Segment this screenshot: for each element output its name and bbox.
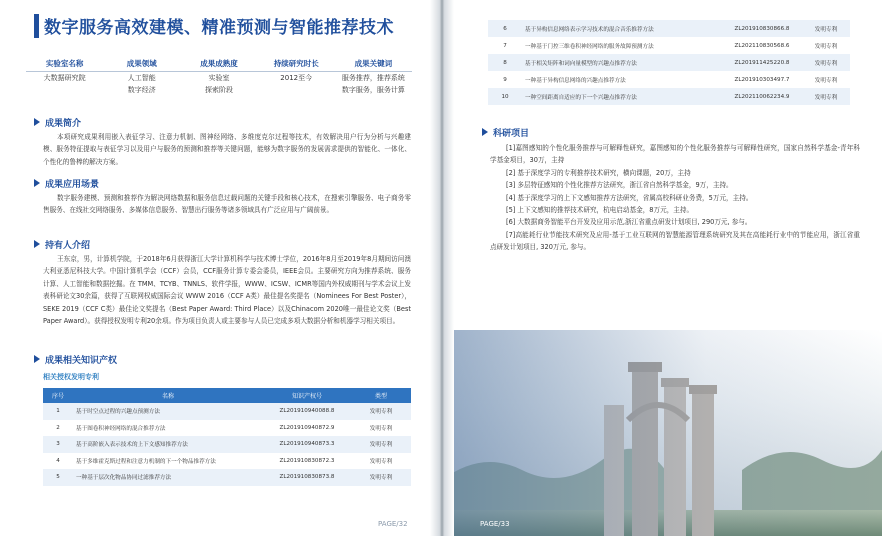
page-number-left: PAGE/32 — [378, 520, 408, 528]
info-maturity: 成果成熟度 实验室 探索阶段 — [200, 59, 238, 94]
table-row: 10 一种空间距离自适应的下一个兴趣点推荐方法 ZL202110062234.9 发明专利 — [488, 88, 850, 105]
patent-table-left — [43, 388, 411, 486]
info-duration: 持续研究时长 2012至今 — [273, 59, 319, 82]
research-list — [490, 142, 860, 254]
col-header-type: 类型 — [351, 388, 411, 403]
info-lab: 实验室名称 大数据研究院 — [43, 59, 86, 82]
list-item: [6] 大数据商务智能平台开发及应用示范,浙江省重点研发计划项目, 290万元, 参与。 — [506, 218, 752, 227]
col-header-no: 序号 — [43, 388, 73, 403]
list-item: [1]嘉图感知的个性化服务推荐与可解释性研究，嘉图感知的个性化服务推荐与可解释性研究，国家自然科学基金-青年科学基金项目，30万，主持 — [490, 144, 860, 165]
list-item: [4] 基于深度学习的上下文感知推荐方法研究，省属高校科研业务费，5万元，主持。 — [506, 193, 753, 202]
table-row: 5 一种基于层次化物品协同过滤推荐方法 ZL201910830873.8 发明专利 — [43, 469, 411, 486]
triangle-bullet-icon — [482, 128, 488, 136]
table-row: 3 基于高阶嵌入表示技术的上下文感知推荐方法 ZL201910940873.3 发明专利 — [43, 436, 411, 453]
section-holder-heading: 持有人介绍 — [34, 238, 90, 251]
info-columns — [26, 58, 412, 96]
table-header-row — [43, 388, 411, 403]
book-gutter — [430, 0, 454, 536]
triangle-bullet-icon — [34, 240, 40, 248]
col-header-id: 知识产权号 — [263, 388, 351, 403]
list-item: [2] 基于深度学习的专利推荐技术研究，横向课题，20万，主持 — [506, 168, 691, 177]
list-item: [7]高能耗行业节能技术研究及应用-基于工业互联网的智慧能源管理系统研究及其在高能耗行业中的节能应用，浙江省重点研发计划项目, 320万元, 参与。 — [490, 230, 860, 252]
table-row: 4 基于多维霍克斯过程和注意力机制的下一个物品推荐方法 ZL201910830872.3 发明专利 — [43, 453, 411, 470]
col-header-name: 名称 — [73, 388, 263, 403]
section-summary-heading: 成果简介 — [34, 116, 81, 129]
patent-subtitle: 相关授权发明专利 — [43, 373, 99, 381]
table-row: 8 基于相关矩阵和词向量模型的兴趣点推荐方法 ZL201911425220.8 发明专利 — [488, 54, 850, 71]
summary-text: 本项研究成果利用嵌入表征学习、注意力机制、图神经网络、多维度克尔过程等技术，有效解决用户行为分析与兴趣建模、服务特征提取与表征学习以及用户与服务的预测和推荐等关键问题，能够为数字服务的发展需求提供的智能化、一体化、个性化的鲁棒的解决方案。 — [43, 133, 411, 166]
section-research-heading: 科研项目 — [482, 126, 529, 139]
list-item: [3] 多层特征感知的个性化推荐方法研究，浙江省自然科学基金，9万，主持。 — [506, 181, 733, 190]
application-text: 数字服务建模、预测和推荐作为解决网络数据和服务信息过载问题的关键手段和核心技术，在搜索引擎服务、电子商务零售服务、在线社交网络服务、多媒体信息服务、智慧出行服务等诸多领域具有广泛应用与广阔前景。 — [43, 194, 411, 215]
table-row: 9 一种基于异构信息网络的兴趣点推荐方法 ZL201910303497.7 发明专利 — [488, 71, 850, 88]
table-row: 7 一种基于门控三维卷积神经网络的服务故障预测方法 ZL202110830568.6 发明专利 — [488, 37, 850, 54]
section-ip-heading: 成果相关知识产权 — [34, 353, 117, 366]
title-accent-bar — [34, 14, 39, 38]
triangle-bullet-icon — [34, 118, 40, 126]
info-divider — [26, 71, 412, 72]
table-row: 2 基于图卷积神经网络的混合推荐方法 ZL201910940872.9 发明专利 — [43, 420, 411, 437]
left-page — [0, 0, 438, 536]
table-row: 6 基于异构信息网络表示学习技术的混合音乐推荐方法 ZL201910830866.8 发明专利 — [488, 20, 850, 37]
section-application-heading: 成果应用场景 — [34, 177, 99, 190]
right-page — [442, 0, 882, 536]
holder-text: 王东京，男，计算机学院，于2018年6月获得浙江大学计算机科学与技术博士学位，2016年8月至2019年8月期间访问澳大利亚悉尼科技大学。中国计算机学会（CCF）会员，CCF服务计算专委会委员，IEEE会员。主要研究方向为推荐系统、服务计算、人工智能和数据挖掘。在 TMM、TCYB、TNNLS、软件学报，WWW、ICSW、ICMR等国内外权威期刊与学术会议上发表科研论文30余篇，获得了互联网权威国际会议 WWW 2016（CCF A类）最佳提名奖提名（Nominees For Best Poster），SEKE 2019（CCF C类）最佳论文奖提名（Best Paper Award: Third Place）以及Chinacom 2020唯一最佳论文奖（Best Paper Award）。获得授权发明专利20余项。作为项目负责人或主要参与人员已完成多项大数据分析和机器学习相关项目。 — [43, 255, 411, 326]
triangle-bullet-icon — [34, 355, 40, 363]
page-title: 数字服务高效建模、精准预测与智能推荐技术 — [44, 18, 394, 38]
triangle-bullet-icon — [34, 179, 40, 187]
info-keywords: 成果关键词 服务推荐，推荐系统 数字服务，服务计算 — [341, 59, 405, 94]
info-field: 成果领域 人工智能 数字经济 — [126, 59, 157, 94]
list-item: [5] 上下文感知的推荐技术研究，杭电启动基金，8万元，主持。 — [506, 206, 694, 215]
table-row: 1 基于时空点过程的兴趣点预测方法 ZL201910940088.8 发明专利 — [43, 403, 411, 420]
page-number-right: PAGE/33 — [480, 520, 510, 528]
campus-gate-photo — [442, 330, 882, 536]
patent-table-right — [488, 20, 850, 105]
